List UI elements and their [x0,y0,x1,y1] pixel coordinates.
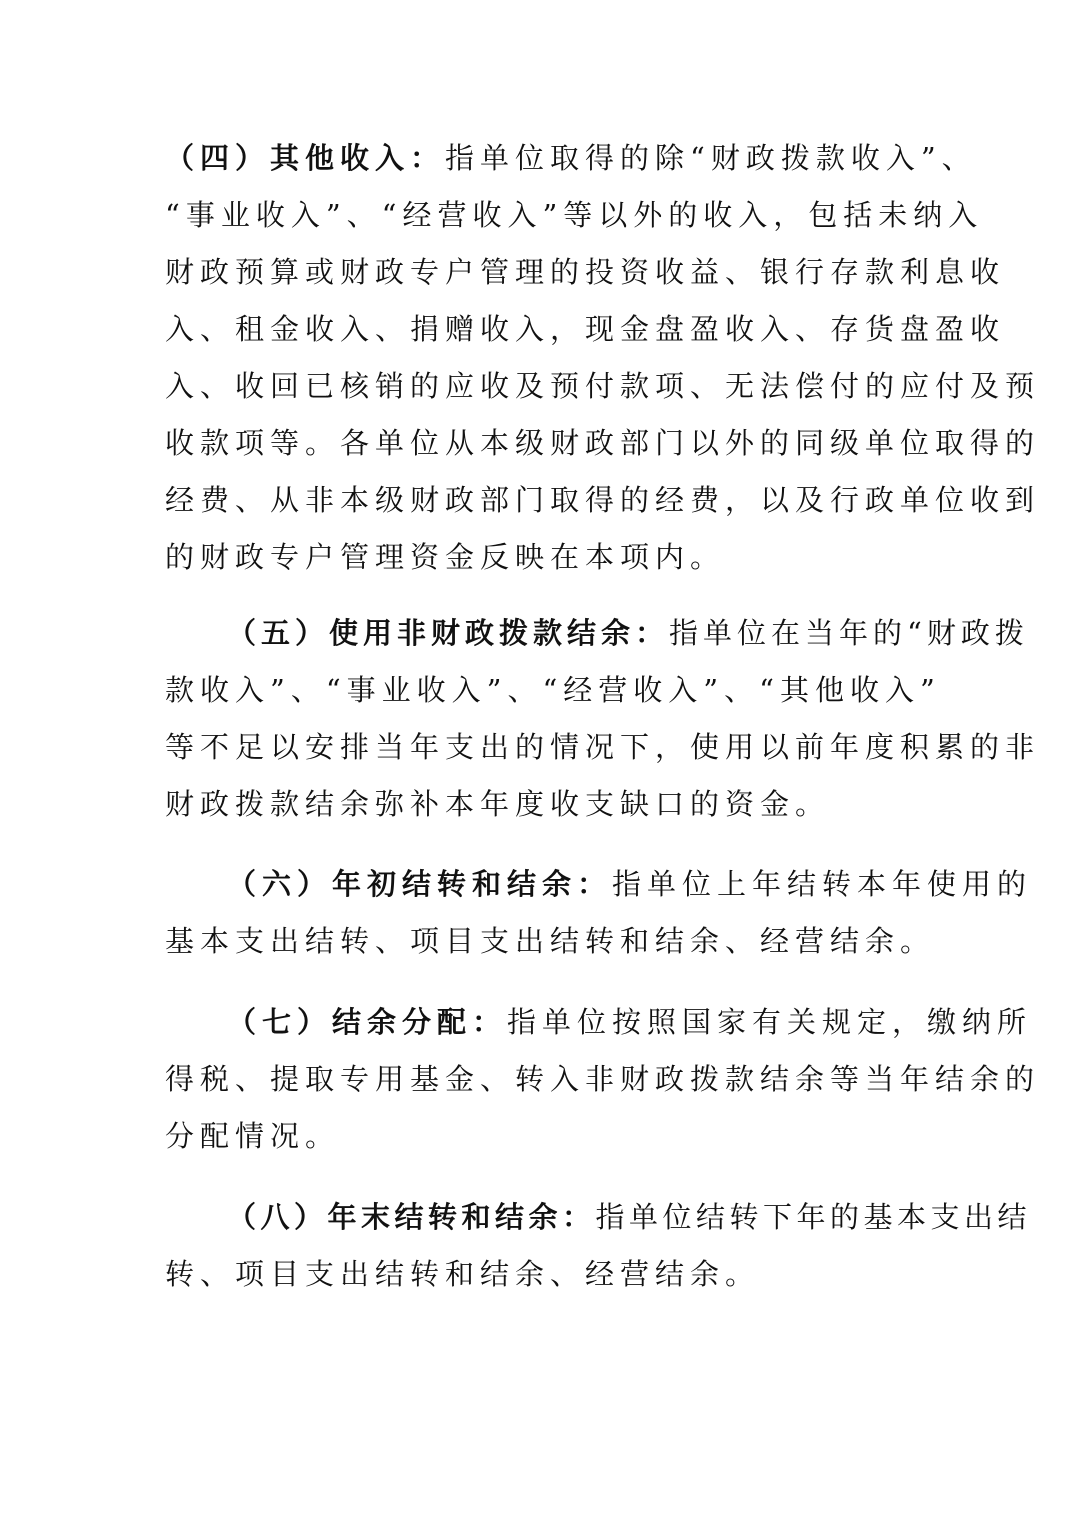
paragraph-line: 得税、提取专用基金、转入非财政拨款结余等当年结余的 [165,1062,1041,1096]
paragraph-text: 指单位在当年的“财政拨 [669,616,1029,650]
paragraph-line [165,140,977,176]
paragraph-line: 财政预算或财政专户管理的投资收益、银行存款利息收 [165,255,1006,289]
paragraph-heading: （八）年末结转和结余： [227,1200,596,1234]
paragraph-line: 的财政专户管理资金反映在本项内。 [165,540,726,574]
paragraph-line: 转、项目支出结转和结余、经营结余。 [165,1257,761,1291]
paragraph-heading: （六）年初结转和结余： [227,867,613,901]
paragraph-line: “事业收入”、“经营收入”等以外的收入，包括未纳入 [165,198,984,232]
paragraph-line [227,1004,1032,1040]
paragraph-line: 经费、从非本级财政部门取得的经费，以及行政单位收到 [165,483,1041,517]
paragraph-heading: （五）使用非财政拨款结余： [227,616,670,650]
paragraph-line: 基本支出结转、项目支出结转和结余、经营结余。 [165,924,936,958]
paragraph-line [227,866,1032,902]
paragraph-line: 分配情况。 [165,1119,341,1153]
paragraph-line: 款收入”、“事业收入”、“经营收入”、“其他收入” [165,673,941,707]
paragraph-line: 等不足以安排当年支出的情况下，使用以前年度积累的非 [165,730,1041,764]
paragraph-text: 指单位取得的除“财政拨款收入”、 [445,141,977,175]
paragraph-text: 指单位按照国家有关规定，缴纳所 [507,1005,1033,1039]
paragraph-line: 入、租金收入、捐赠收入，现金盘盈收入、存货盘盈收 [165,312,1006,346]
paragraph-text: 指单位上年结转本年使用的 [612,867,1033,901]
paragraph-line: 入、收回已核销的应收及预付款项、无法偿付的应付及预 [165,369,1041,403]
paragraph-line: 收款项等。各单位从本级财政部门以外的同级单位取得的 [165,426,1041,460]
paragraph-line: 财政拨款结余弥补本年度收支缺口的资金。 [165,787,831,821]
paragraph-line [227,615,1029,651]
paragraph-text: 指单位结转下年的基本支出结 [595,1200,1032,1234]
paragraph-line [227,1199,1031,1235]
paragraph-heading: （四）其他收入： [165,141,446,175]
paragraph-heading: （七）结余分配： [227,1005,508,1039]
